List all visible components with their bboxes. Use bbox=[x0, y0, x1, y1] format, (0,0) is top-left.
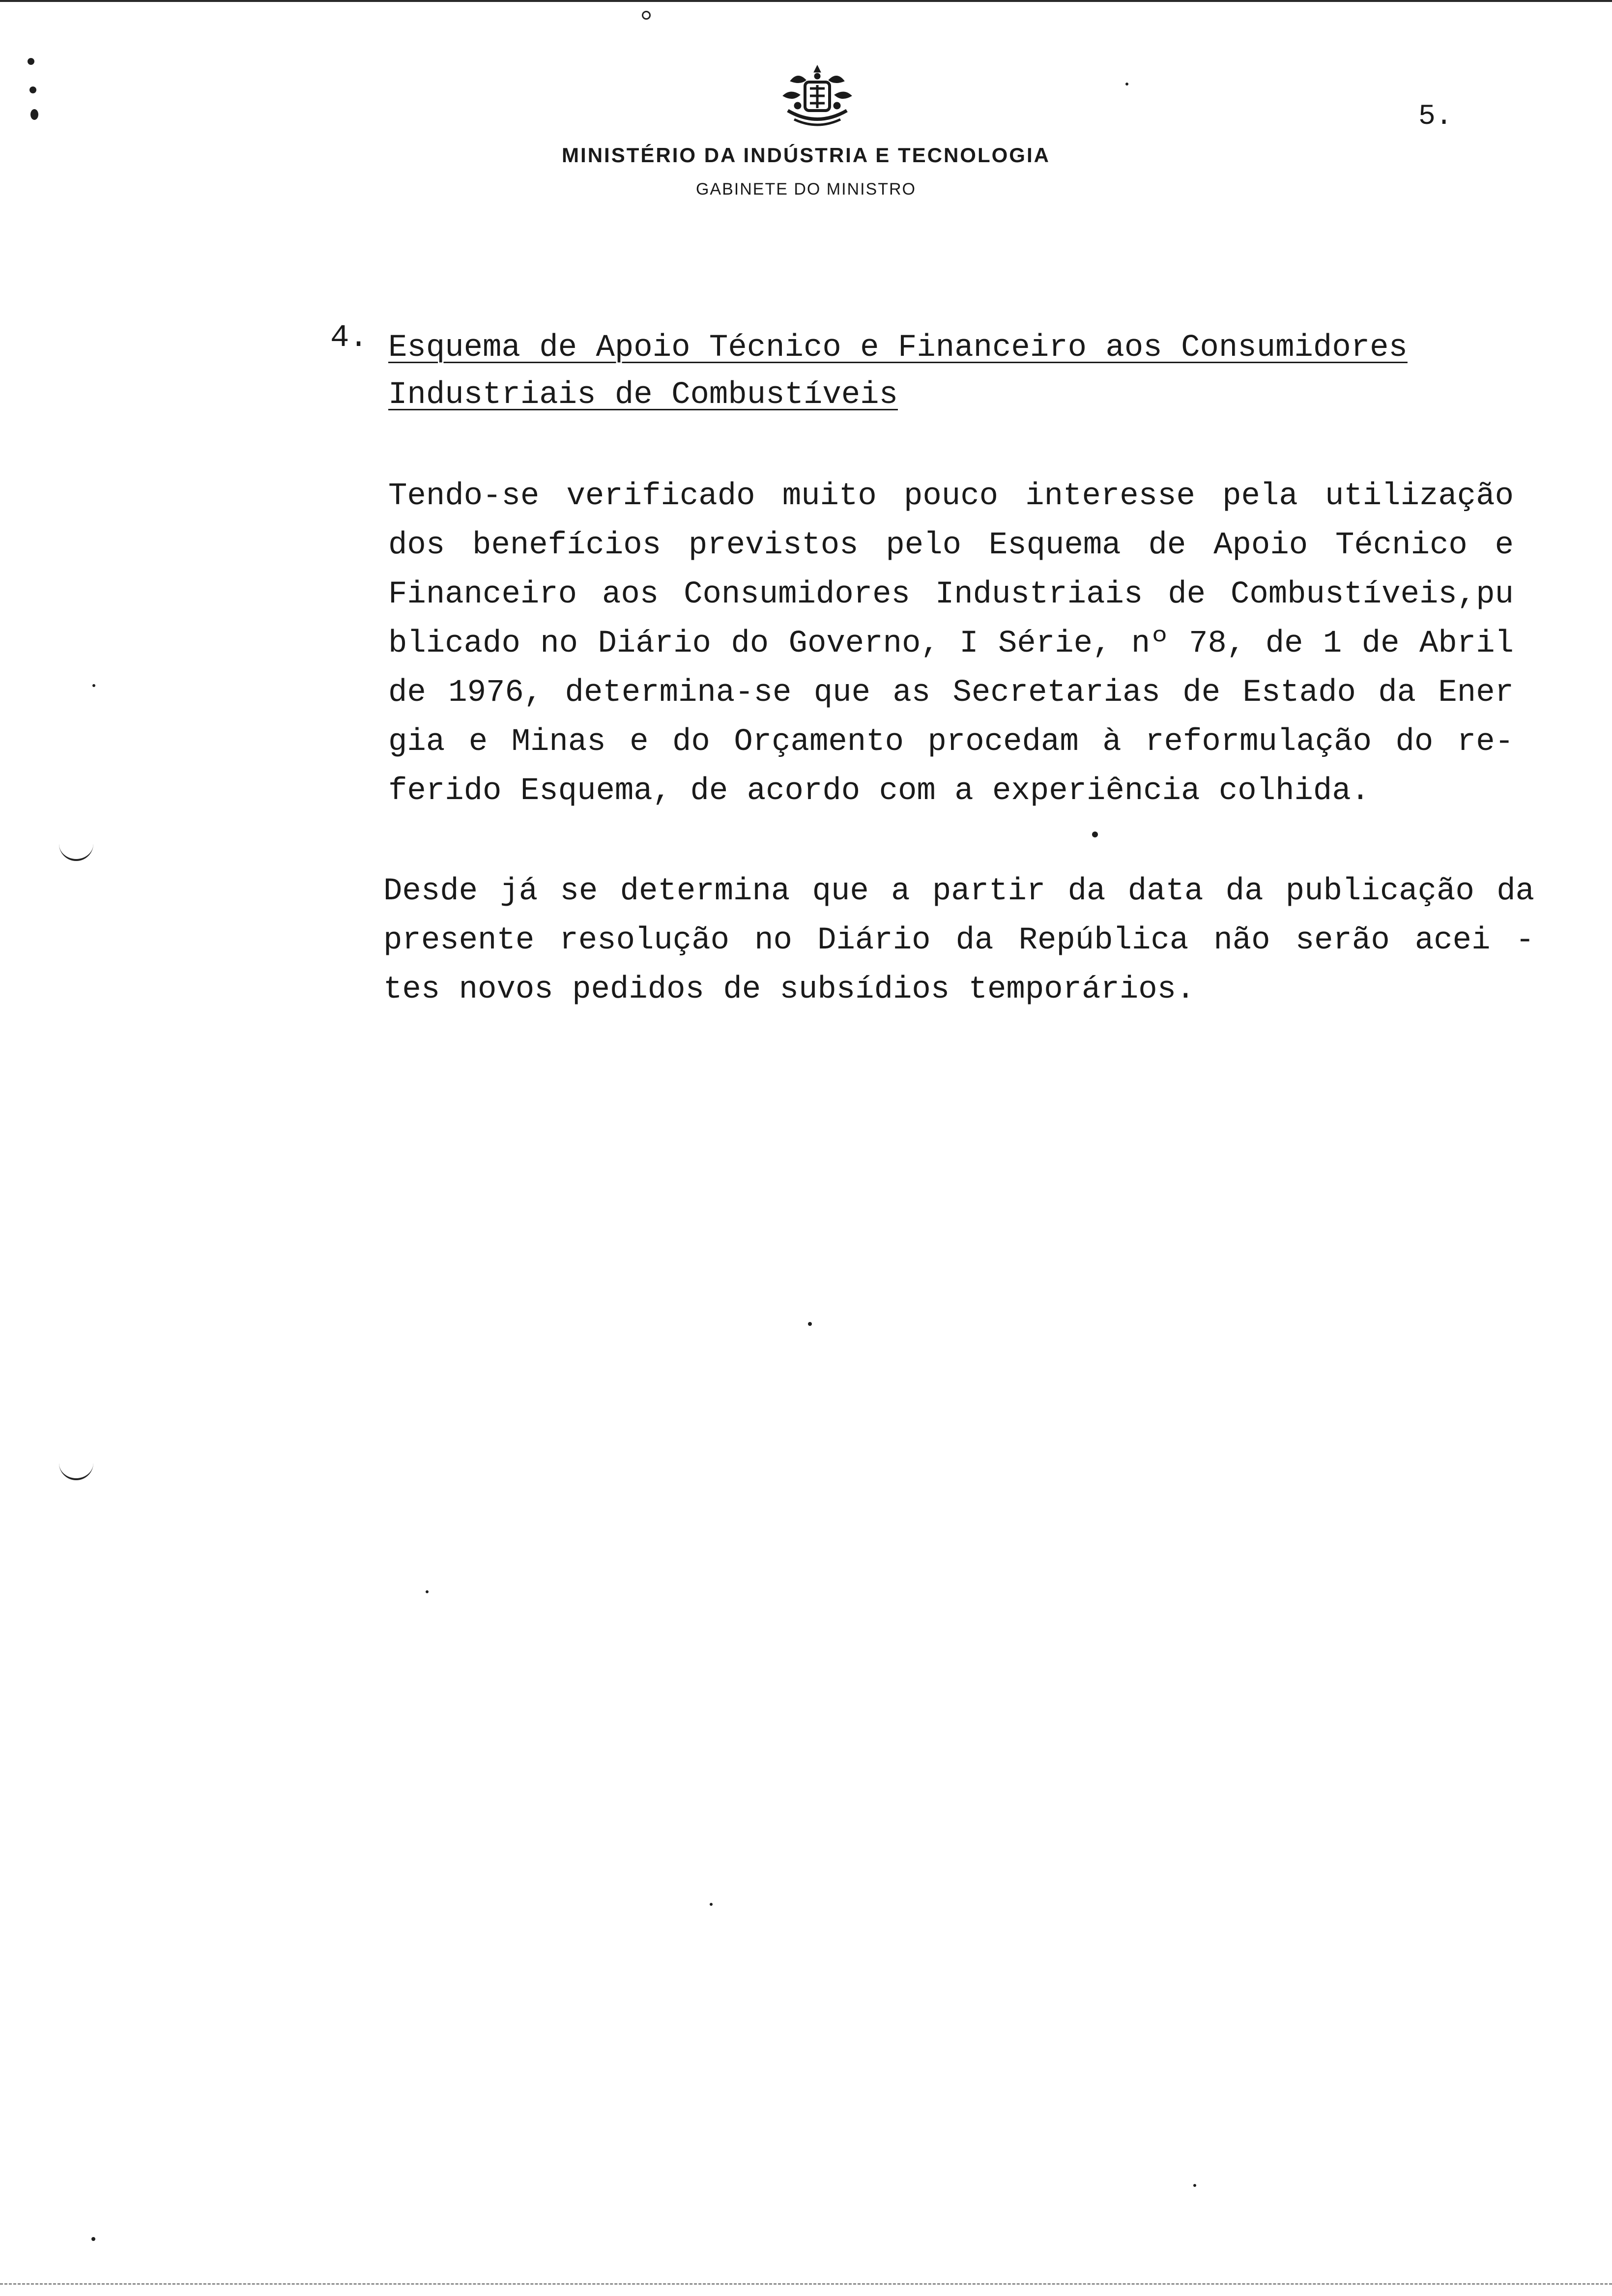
section-title-line: Esquema de Apoio Técnico e Financeiro aos Consumidores bbox=[388, 330, 1408, 366]
coat-of-arms-icon bbox=[771, 61, 864, 135]
paragraph-line: Desde já se determina que a partir da data da publicação da bbox=[383, 874, 1534, 909]
scan-speck bbox=[91, 2237, 95, 2241]
ministry-name: MINISTÉRIO DA INDÚSTRIA E TECNOLOGIA bbox=[562, 144, 1050, 167]
paragraph-line: ferido Esquema, de acordo com a experiência colhida. bbox=[388, 774, 1370, 809]
body-paragraph bbox=[383, 867, 1534, 1014]
paragraph-line: blicado no Diário do Governo, I Série, nº 78, de 1 de Abril bbox=[388, 626, 1514, 661]
section-number: 4. bbox=[330, 320, 368, 356]
body-paragraph bbox=[388, 472, 1514, 816]
paragraph-line: tes novos pedidos de subsídios temporários. bbox=[383, 972, 1195, 1007]
scan-speck bbox=[1092, 832, 1098, 837]
scan-speck bbox=[426, 1590, 429, 1593]
cabinet-name: GABINETE DO MINISTRO bbox=[695, 180, 917, 199]
margin-binding-mark bbox=[59, 1459, 93, 1480]
paragraph-line: Tendo-se verificado muito pouco interesse pela utilização bbox=[388, 479, 1514, 514]
scan-speck bbox=[808, 1322, 812, 1326]
page-top-rule bbox=[0, 0, 1612, 2]
scan-bottom-edge bbox=[0, 2283, 1612, 2285]
page-number: 5. bbox=[1418, 101, 1453, 133]
scan-speck bbox=[1125, 83, 1128, 86]
paragraph-line: de 1976, determina-se que as Secretarias de Estado da Ener bbox=[388, 675, 1514, 711]
section-title-line: Industriais de Combustíveis bbox=[388, 377, 898, 413]
scan-speck bbox=[28, 58, 34, 65]
paragraph-line: dos benefícios previstos pelo Esquema de Apoio Técnico e bbox=[388, 528, 1514, 563]
margin-binding-mark bbox=[59, 839, 93, 861]
paragraph-line: Financeiro aos Consumidores Industriais de Combustíveis,pu bbox=[388, 577, 1514, 612]
scan-speck bbox=[1193, 2184, 1196, 2187]
scan-speck bbox=[710, 1903, 713, 1906]
section-title bbox=[388, 324, 1408, 419]
scan-speck bbox=[92, 684, 95, 687]
scan-speck bbox=[642, 11, 651, 20]
scan-speck bbox=[30, 109, 38, 120]
paragraph-line: presente resolução no Diário da República não serão acei - bbox=[383, 923, 1534, 958]
scan-speck bbox=[29, 86, 36, 93]
paragraph-line: gia e Minas e do Orçamento procedam à reformulação do re- bbox=[388, 724, 1514, 760]
